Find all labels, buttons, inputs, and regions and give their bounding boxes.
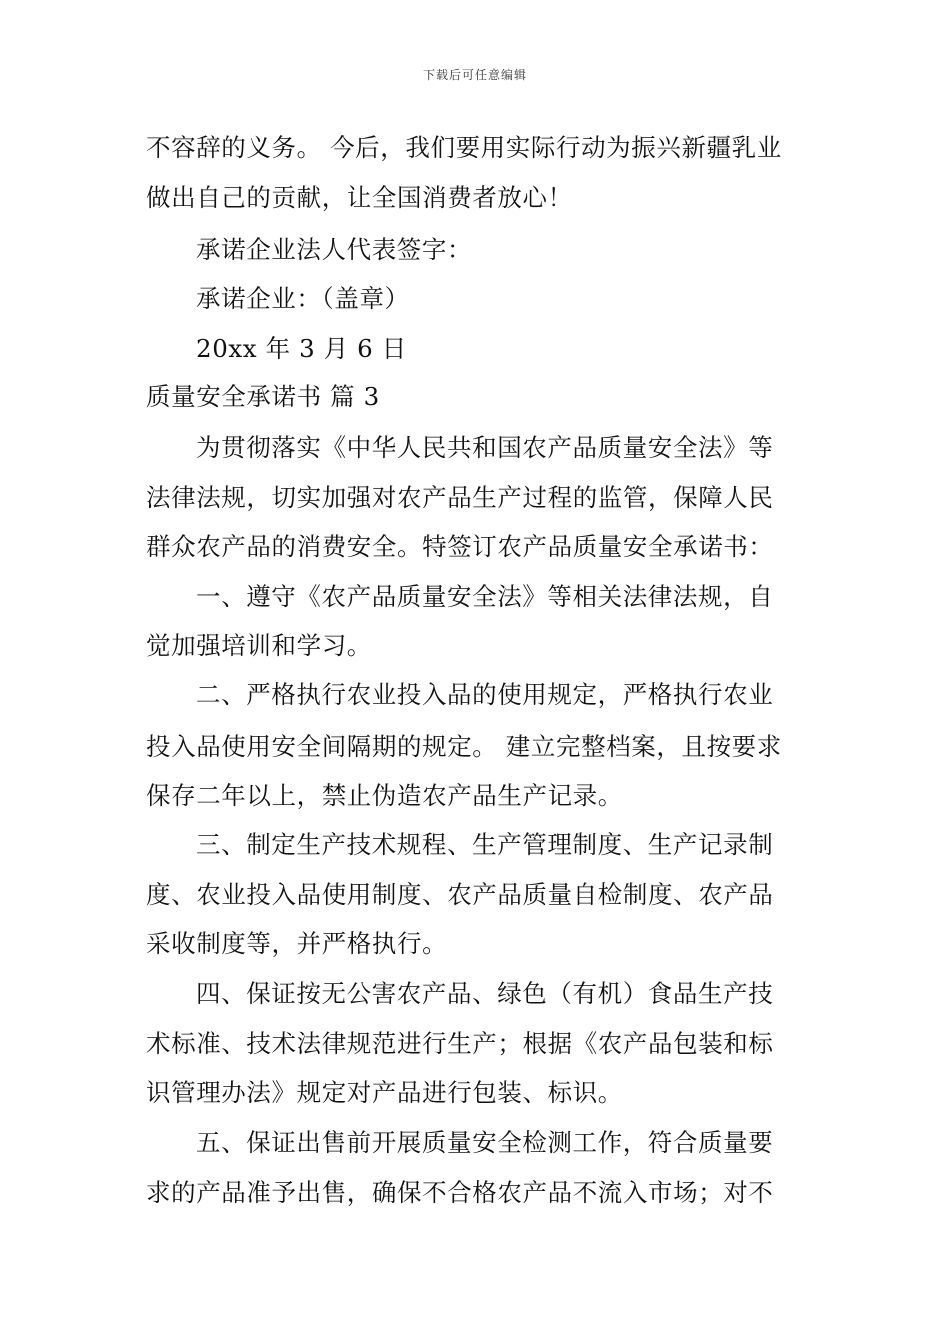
text-line: 三、制定生产技术规程、生产管理制度、生产记录制 <box>196 830 774 859</box>
text-line: 不容辞的义务。 今后，我们要用实际行动为振兴新疆乳业 <box>146 133 782 162</box>
text-line: 五、保证出售前开展质量安全检测工作，符合质量要 <box>196 1128 774 1157</box>
text-line: 为贯彻落实《中华人民共和国农产品质量安全法》等 <box>196 433 774 462</box>
text-line: 二、严格执行农业投入品的使用规定，严格执行农业 <box>196 680 774 709</box>
text-line: 一、遵守《农产品质量安全法》等相关法律法规，自 <box>196 582 774 611</box>
text-line: 四、保证按无公害农产品、绿色（有机）食品生产技 <box>196 979 774 1008</box>
text-line: 法律法规，切实加强对农产品生产过程的监管，保障人民 <box>146 483 774 512</box>
text-line: 求的产品准予出售，确保不合格农产品不流入市场；对不 <box>146 1178 774 1207</box>
text-line: 术标准、技术法律规范进行生产；根据《农产品包装和标 <box>146 1029 774 1058</box>
text-line: 做出自己的贡献，让全国消费者放心！ <box>146 183 573 212</box>
text-line: 保存二年以上，禁止伪造农产品生产记录。 <box>146 781 623 810</box>
text-line: 20xx 年 3 月 6 日 <box>196 334 407 363</box>
text-line: 承诺企业法人代表签字： <box>196 235 473 264</box>
text-line: 采收制度等，并严格执行。 <box>146 929 448 958</box>
text-line: 群众农产品的消费安全。特签订农产品质量安全承诺书： <box>146 532 774 561</box>
text-line: 识管理办法》规定对产品进行包装、标识。 <box>146 1078 623 1107</box>
text-line: 承诺企业：（盖章） <box>196 284 410 313</box>
text-line: 度、农业投入品使用制度、农产品质量自检制度、农产品 <box>146 880 774 909</box>
section-title: 质量安全承诺书 篇 3 <box>146 382 380 411</box>
text-line: 投入品使用安全间隔期的规定。 建立完整档案，且按要求 <box>146 732 782 761</box>
text-line: 觉加强培训和学习。 <box>146 631 372 660</box>
page-header: 下载后可任意编辑 <box>422 68 527 82</box>
